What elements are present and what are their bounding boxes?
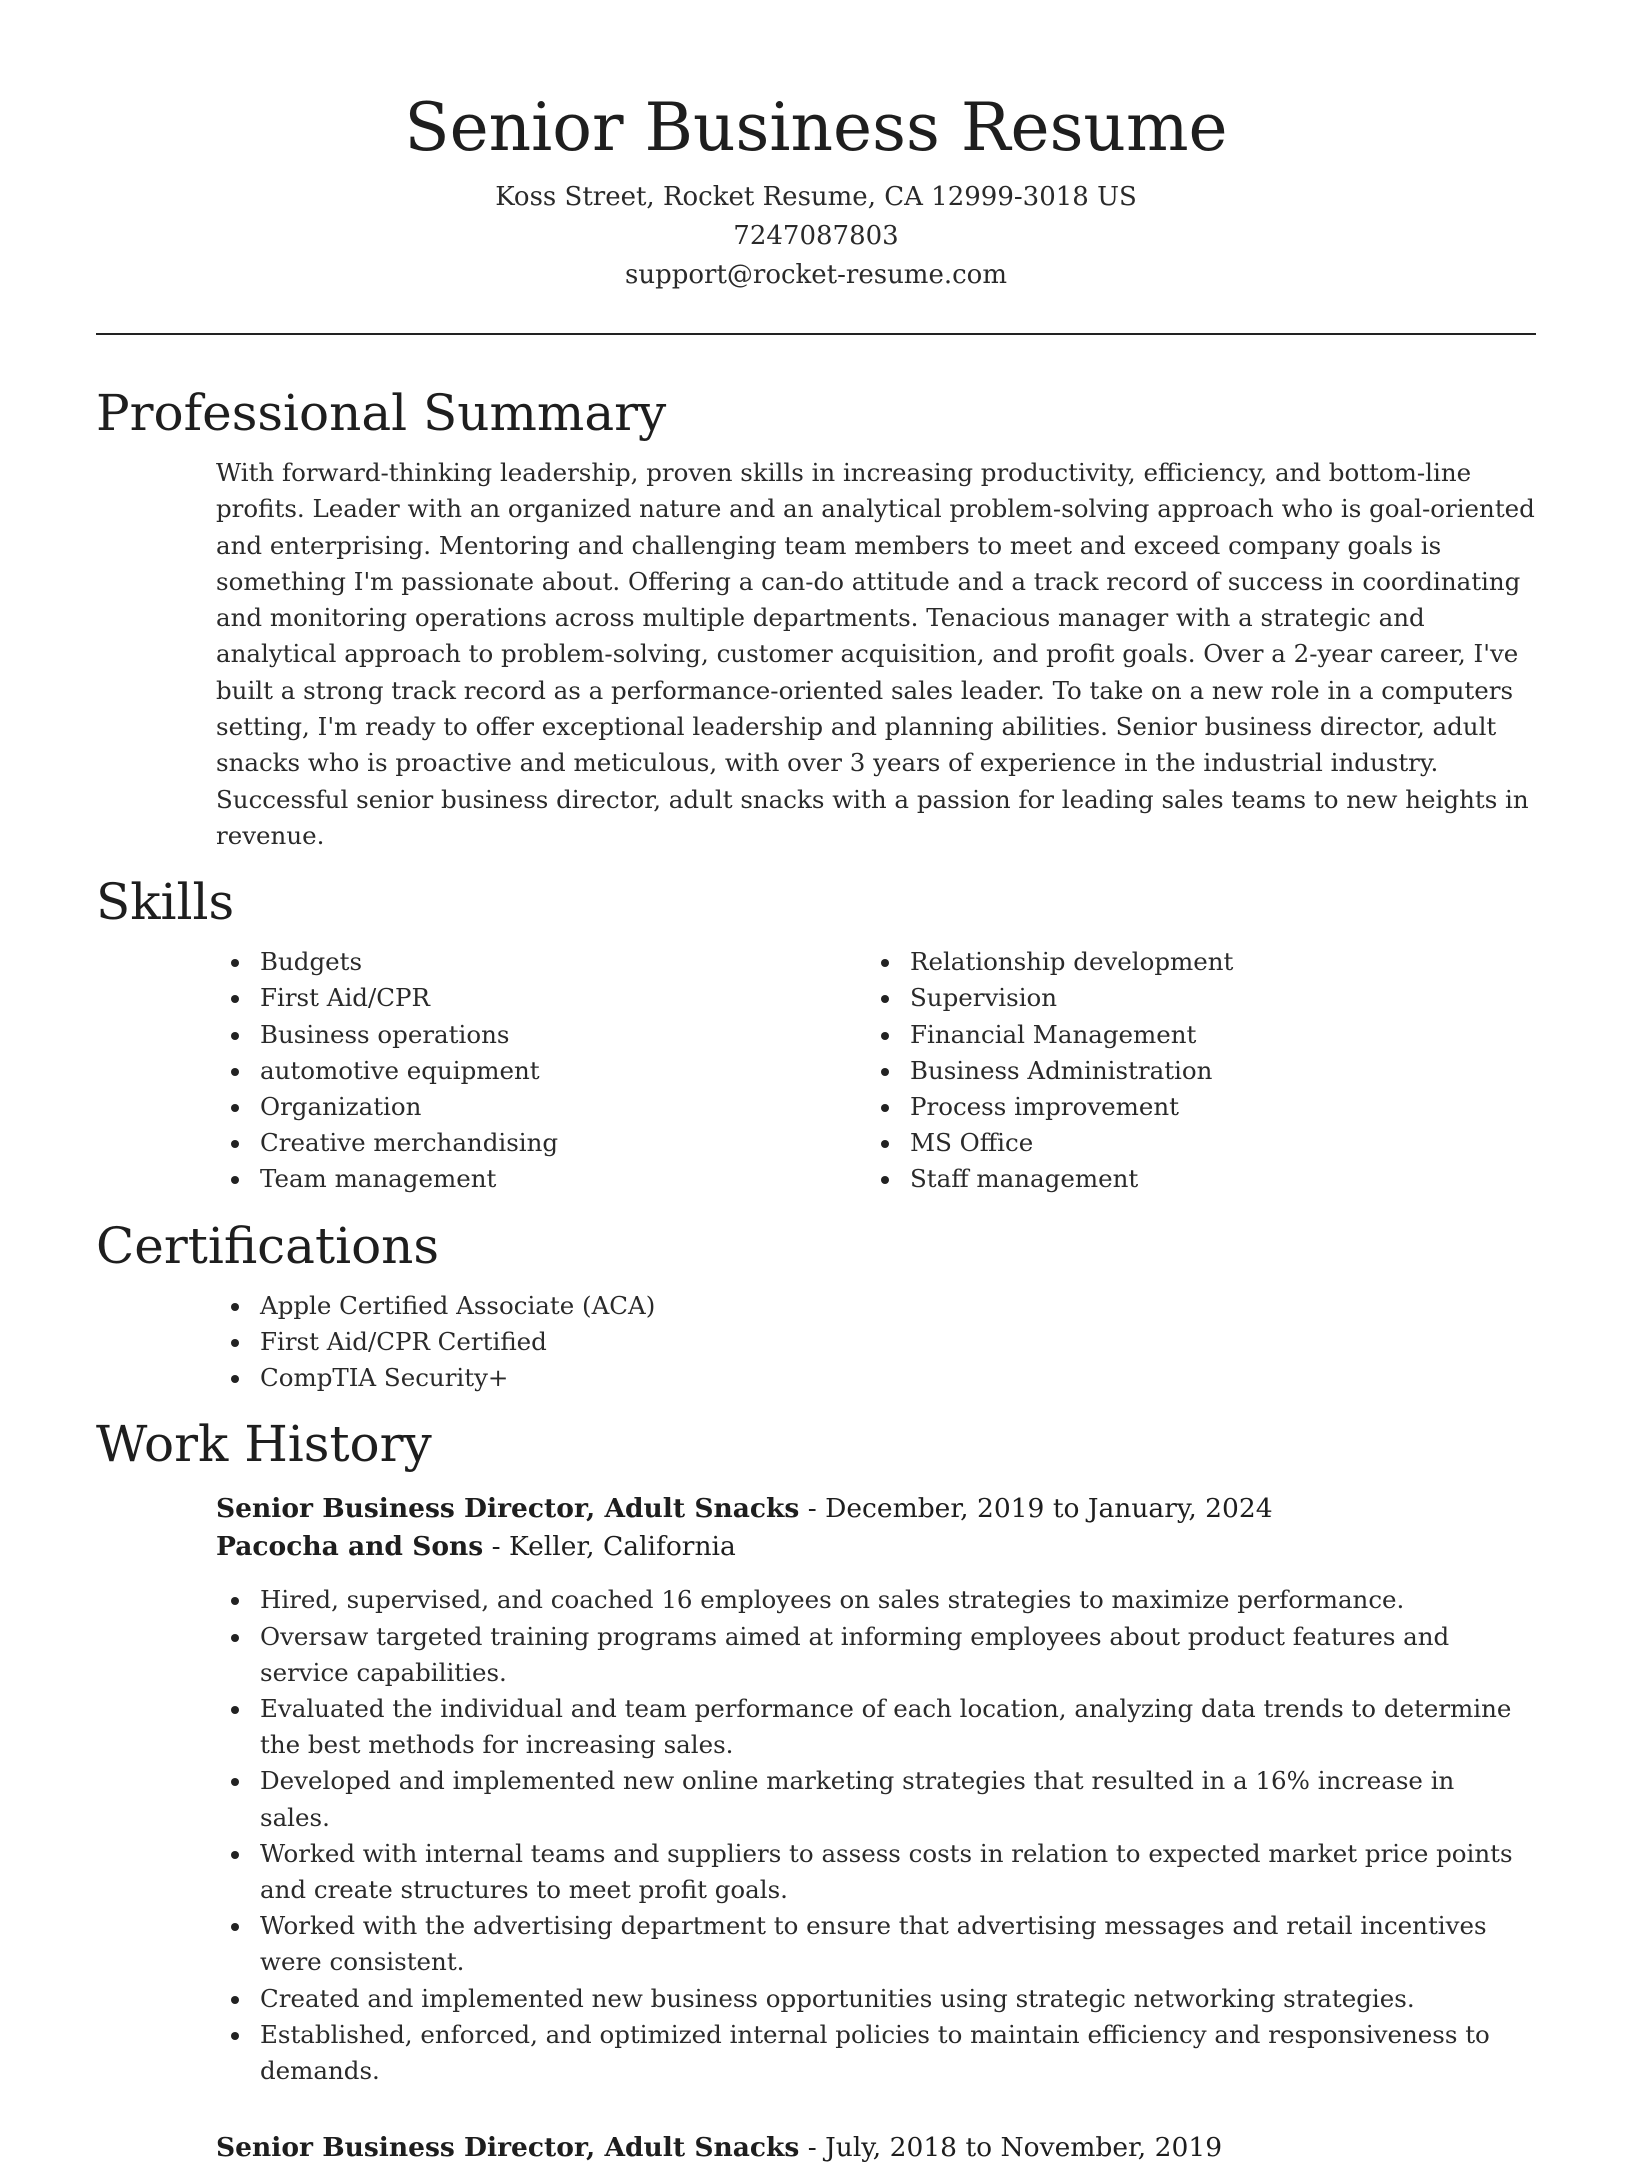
job-duty: Established, enforced, and optimized internal policies to maintain efficiency and responsiveness to demands.: [216, 2017, 1536, 2089]
skill-item: MS Office: [866, 1125, 1516, 1161]
skills-column-left: [216, 944, 866, 1197]
certifications-list: [216, 1288, 1536, 1397]
skill-item: Business Administration: [866, 1053, 1516, 1089]
skill-item: Team management: [216, 1161, 866, 1197]
summary-text: With forward-thinking leadership, proven skills in increasing productivity, efficiency, and bottom-line profits. Leader with an organized nature and an analytical problem-solving approach who is goal-oriented and enterprising. Mentoring and challenging team members to meet and exceed company goals is something I'm passionate about. Offering a can-do attitude and a track record of success in coordinating and monitoring operations across multiple departments. Tenacious manager with a strategic and analytical approach to problem-solving, customer acquisition, and profit goals. Over a 2-year career, I've built a strong track record as a performance-oriented sales leader. To take on a new role in a computers setting, I'm ready to offer exceptional leadership and planning abilities. Senior business director, adult snacks who is proactive and meticulous, with over 3 years of experience in the industrial industry. Successful senior business director, adult snacks with a passion for leading sales teams to new heights in revenue.: [216, 458, 1535, 850]
job-title-line: [216, 1490, 1536, 1528]
job-title-line: [216, 2129, 1536, 2167]
job-duty: Oversaw targeted training programs aimed at informing employees about product features and service capabilities.: [216, 1619, 1536, 1691]
job-duties-list: [216, 1582, 1536, 2089]
skill-item: Supervision: [866, 980, 1516, 1016]
job-role: Senior Business Director, Adult Snacks: [216, 1493, 800, 1525]
work-history-heading: Work History: [96, 1415, 432, 1474]
skills-heading: Skills: [96, 873, 235, 932]
skill-item: Staff management: [866, 1161, 1516, 1197]
certification-item: First Aid/CPR Certified: [216, 1324, 1536, 1360]
header-divider: [96, 333, 1536, 335]
skill-item: First Aid/CPR: [216, 980, 866, 1016]
job-duty: Hired, supervised, and coached 16 employees on sales strategies to maximize performance.: [216, 1582, 1536, 1618]
job-duty: Worked with internal teams and suppliers to assess costs in relation to expected market price points and create structures to meet profit goals.: [216, 1836, 1536, 1908]
job-entry: [216, 1490, 1536, 2089]
skill-item: Organization: [216, 1089, 866, 1125]
address: Koss Street, Rocket Resume, CA 12999-3018 US: [495, 182, 1137, 212]
skill-item: automotive equipment: [216, 1053, 866, 1089]
certifications-heading: Certifications: [96, 1216, 440, 1275]
job-role: Senior Business Director, Adult Snacks: [216, 2132, 800, 2164]
job-dates: - July, 2018 to November, 2019: [799, 2132, 1223, 2164]
skill-item: Relationship development: [866, 944, 1516, 980]
certification-item: CompTIA Security+: [216, 1360, 1536, 1396]
job-entry: [216, 2129, 1536, 2167]
skills-column-right: [866, 944, 1516, 1197]
summary-heading: Professional Summary: [96, 384, 667, 442]
skill-item: Financial Management: [866, 1017, 1516, 1053]
resume-name: Senior Business Resume: [404, 89, 1228, 166]
resume-header: [96, 0, 1536, 295]
email: support@rocket-resume.com: [624, 260, 1007, 290]
skill-item: Business operations: [216, 1017, 866, 1053]
certification-item: Apple Certified Associate (ACA): [216, 1288, 1536, 1324]
job-location: - Keller, California: [483, 1531, 736, 1563]
job-duty: Worked with the advertising department to ensure that advertising messages and retail incentives were consistent.: [216, 1908, 1536, 1980]
skill-item: Budgets: [216, 944, 866, 980]
job-header: [216, 1490, 1536, 1566]
skill-item: Process improvement: [866, 1089, 1516, 1125]
job-duty: Developed and implemented new online marketing strategies that resulted in a 16% increase in sales.: [216, 1763, 1536, 1835]
phone: 7247087803: [733, 221, 899, 251]
skills-grid: [216, 944, 1536, 1197]
contact-info: [96, 178, 1536, 295]
skill-item: Creative merchandising: [216, 1125, 866, 1161]
job-duty: Evaluated the individual and team performance of each location, analyzing data trends to determine the best methods for increasing sales.: [216, 1691, 1536, 1763]
job-duty: Created and implemented new business opportunities using strategic networking strategies.: [216, 1981, 1536, 2017]
job-dates: - December, 2019 to January, 2024: [799, 1493, 1273, 1525]
job-company-line: [216, 1528, 1536, 1566]
job-company: Pacocha and Sons: [216, 1531, 484, 1563]
